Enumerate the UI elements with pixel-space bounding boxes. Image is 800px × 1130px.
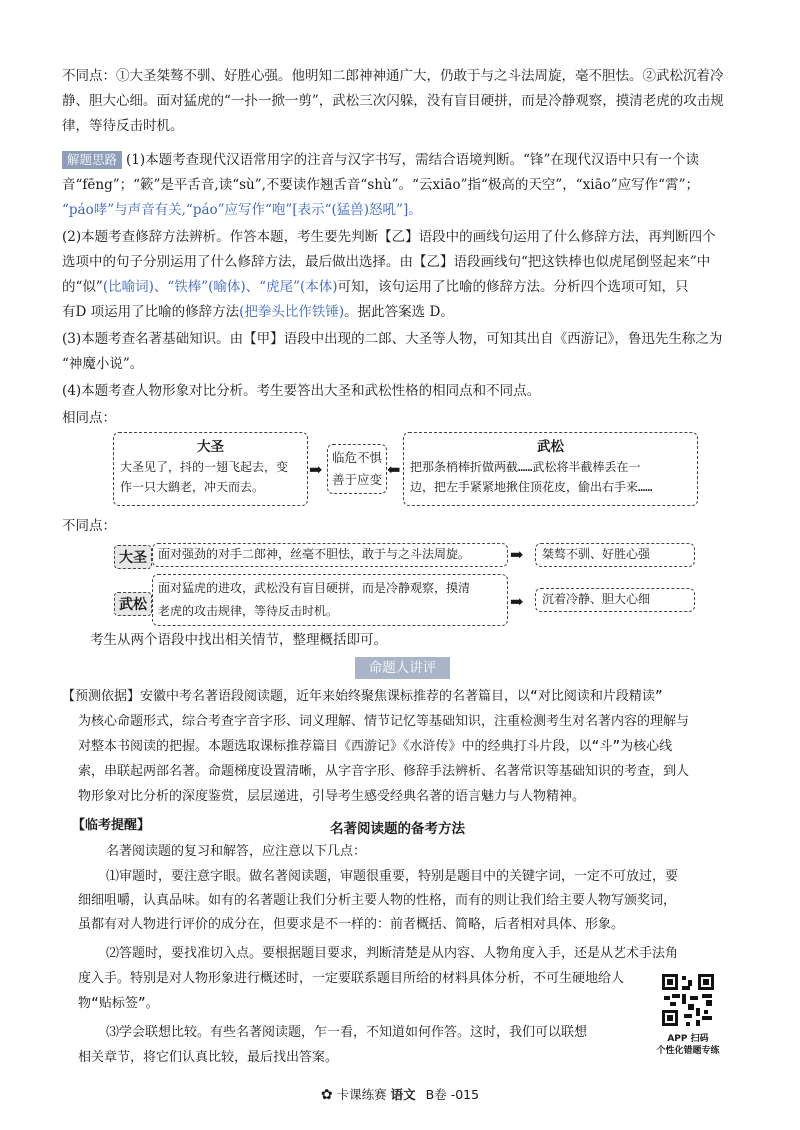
same-mid-line-2: 善于应变 bbox=[331, 472, 382, 487]
tip2-line-3: 物“贴标签”。 bbox=[78, 996, 159, 1011]
qr-caption bbox=[654, 1033, 722, 1057]
arrow-right-icon: ➡ bbox=[309, 460, 323, 479]
footer-page: B卷 -015 bbox=[425, 1087, 480, 1102]
diff-dasheng-trait: 桀骜不驯、好胜心强 bbox=[542, 547, 651, 561]
intro-line-3: 律，等待反击时机。 bbox=[62, 118, 184, 134]
diff-dasheng-trait-box bbox=[535, 543, 695, 567]
diff-wusong-line-2: 老虎的攻击规律，等待反击时机。 bbox=[158, 604, 339, 618]
diff-wusong-line-1: 面对猛虎的进攻，武松没有盲目硬拼，而是冷静观察，摸清 bbox=[158, 581, 471, 595]
tip-intro: 名著阅读题的复习和解答，应注意以下几点： bbox=[106, 844, 367, 859]
diff-wusong-box bbox=[152, 574, 508, 626]
basis-line-1: 【预测依据】安徽中考名著语段阅读题，近年来始终聚焦课标推荐的名著篇目，以“对比阅读和片段精读” bbox=[62, 689, 663, 704]
diff-note: 考生从两个语段中找出相关情节，整理概括即可。 bbox=[90, 632, 387, 648]
same-mid-line-1: 临危不惧 bbox=[331, 450, 382, 465]
commentary-banner: 命题人讲评 bbox=[355, 657, 450, 679]
analysis-tag: 解题思路 bbox=[62, 151, 122, 169]
diff-wusong-trait-box bbox=[535, 588, 695, 612]
q3-line-2: “神魔小说”。 bbox=[62, 356, 144, 372]
same-left-title: 大圣 bbox=[197, 439, 224, 455]
diff-dasheng-label: 大圣 bbox=[114, 545, 152, 569]
tip1-line-1: ⑴审题时，要注意字眼。做名著阅读题，审题很重要，特别是题目中的关键字词，一定不可放过，要 bbox=[106, 869, 679, 884]
intro-line-1: 不同点：①大圣桀骜不驯、好胜心强。他明知二郎神神通广大，仍敢于与之斗法周旋，毫不胆怯。②武松沉着冷 bbox=[62, 68, 724, 84]
tip1-line-3: 虽都有对人物进行评价的成分在，但要求是不一样的：前者概括、简略，后者相对具体、形象。 bbox=[78, 917, 625, 932]
same-right-box bbox=[403, 432, 698, 506]
same-left-line-1: 大圣见了，抖的一翅飞起去，变 bbox=[120, 460, 289, 474]
q2-line-3: 的“似”(比喻词)、“铁棒”(喻体)、“虎尾”(本体)可知，该句运用了比喻的修辞方法。分析四个选项可知，只 bbox=[62, 279, 689, 295]
basis-line-2: 为核心命题形式，综合考查字音字形、词义理解、情节记忆等基础知识，注重检测考生对名著内容的理解与 bbox=[78, 714, 690, 729]
same-mid-box bbox=[327, 444, 387, 494]
tip-title: 名著阅读题的备考方法 bbox=[330, 821, 465, 837]
tip3-line-2: 相关章节，将它们认真比较，最后找出答案。 bbox=[78, 1050, 339, 1065]
q1-line-2: 音“fēng”；“簌”是平舌音,读“sù”,不要读作翘舌音“shù”。“云xiāo”指“极高的天空”，“xiāo”应写作“霄”； bbox=[62, 177, 699, 193]
diff-wusong-label: 武松 bbox=[114, 592, 152, 616]
q4-line-1: (4)本题考查人物形象对比分析。考生要答出大圣和武松性格的相同点和不同点。 bbox=[62, 383, 541, 399]
diff-dasheng-box bbox=[152, 543, 508, 567]
same-right-line-1: 把那条梢棒折做两截……武松将半截棒丢在一 bbox=[410, 460, 641, 474]
basis-line-5: 物形象对比分析的深度鉴赏，层层递进，引导考生感受经典名著的语言魅力与人物精神。 bbox=[78, 789, 586, 804]
same-left-line-2: 作一只大鹚老，冲天而去。 bbox=[120, 480, 265, 494]
q2-line-2: 选项中的句子分别运用了什么修辞方法，最后做出选择。由【乙】语段画线句“把这铁棒也似虎尾倒竖起来”中 bbox=[62, 254, 711, 270]
q1-line-3: “páo哮”与声音有关,“páo”应写作“咆”[表示“(猛兽)怒吼”]。 bbox=[62, 202, 422, 218]
q2-line-4: 有D 项运用了比喻的修辞方法(把拳头比作铁锤)。据此答案选 D。 bbox=[62, 304, 454, 320]
q1-line-1: 解题思路 (1)本题考查现代汉语常用字的注音与汉字书写，需结合语境判断。“锋”在现代汉语中只有一个读 bbox=[62, 151, 699, 169]
diff-label: 不同点： bbox=[62, 518, 116, 534]
basis-line-3: 对整本书阅读的把握。本题选取课标推荐篇目《西游记》《水浒传》中的经典打斗片段，以“斗”为核心线 bbox=[78, 739, 673, 754]
footer-subject: 语文 bbox=[390, 1087, 416, 1102]
same-right-title: 武松 bbox=[537, 439, 564, 455]
page-footer bbox=[0, 1085, 800, 1103]
same-label: 相同点： bbox=[62, 410, 116, 426]
footer-brand: 卡课练赛 bbox=[336, 1087, 387, 1102]
intro-line-2: 静、胆大心细。面对猛虎的“一扑一掀一剪”，武松三次闪躲，没有盲目硬拼，而是冷静观察，摸清老虎的攻击规 bbox=[62, 93, 724, 109]
qr-caption-line-2: 个性化错题专练 bbox=[656, 1046, 720, 1056]
tip3-line-1: ⑶学会联想比较。有些名著阅读题，乍一看，不知道如何作答。这时，我们可以联想 bbox=[106, 1025, 588, 1040]
arrow-right-icon: ➡ bbox=[510, 545, 524, 564]
q3-line-1: (3)本题考查名著基础知识。由【甲】语段中出现的二郎、大圣等人物，可知其出自《西游记》，鲁迅先生称之为 bbox=[62, 331, 723, 347]
arrow-right-icon: ➡ bbox=[510, 592, 524, 611]
arrow-left-icon: ⬅ bbox=[387, 460, 401, 479]
logo-icon: ✿ bbox=[320, 1087, 333, 1103]
q2-line-1: (2)本题考查修辞方法辨析。作答本题，考生要先判断【乙】语段中的画线句运用了什么修辞方法，再判断四个 bbox=[62, 229, 716, 245]
same-left-box bbox=[113, 432, 308, 506]
diff-dasheng-text: 面对强劲的对手二郎神，丝毫不胆怯，敢于与之斗法周旋。 bbox=[158, 547, 471, 561]
tip2-line-1: ⑵答题时，要找准切入点。要根据题目要求，判断清楚是从内容、人物角度入手，还是从艺术手法角 bbox=[106, 946, 679, 961]
qr-caption-line-1: APP 扫码 bbox=[667, 1034, 709, 1044]
qr-code-icon[interactable] bbox=[660, 972, 716, 1028]
same-right-line-2: 边，把左手紧紧地揪住顶花皮，偷出右手来…… bbox=[410, 480, 653, 494]
tip1-line-2: 细细咀嚼，认真品味。如有的名著题让我们分析主要人物的性格，而有的则让我们给主要人物写颁奖词， bbox=[78, 893, 677, 908]
basis-line-4: 索，串联起两部名著。命题梯度设置清晰，从字音字形、修辞手法辨析、名著常识等基础知识的考查，到人 bbox=[78, 764, 690, 779]
tip-label: 【临考提醒】 bbox=[72, 818, 151, 833]
diff-wusong-trait: 沉着冷静、胆大心细 bbox=[542, 592, 651, 606]
tip2-line-2: 度入手。特别是对人物形象进行概述时，一定要联系题目所给的材料具体分析，不可生硬地给人 bbox=[78, 971, 625, 986]
